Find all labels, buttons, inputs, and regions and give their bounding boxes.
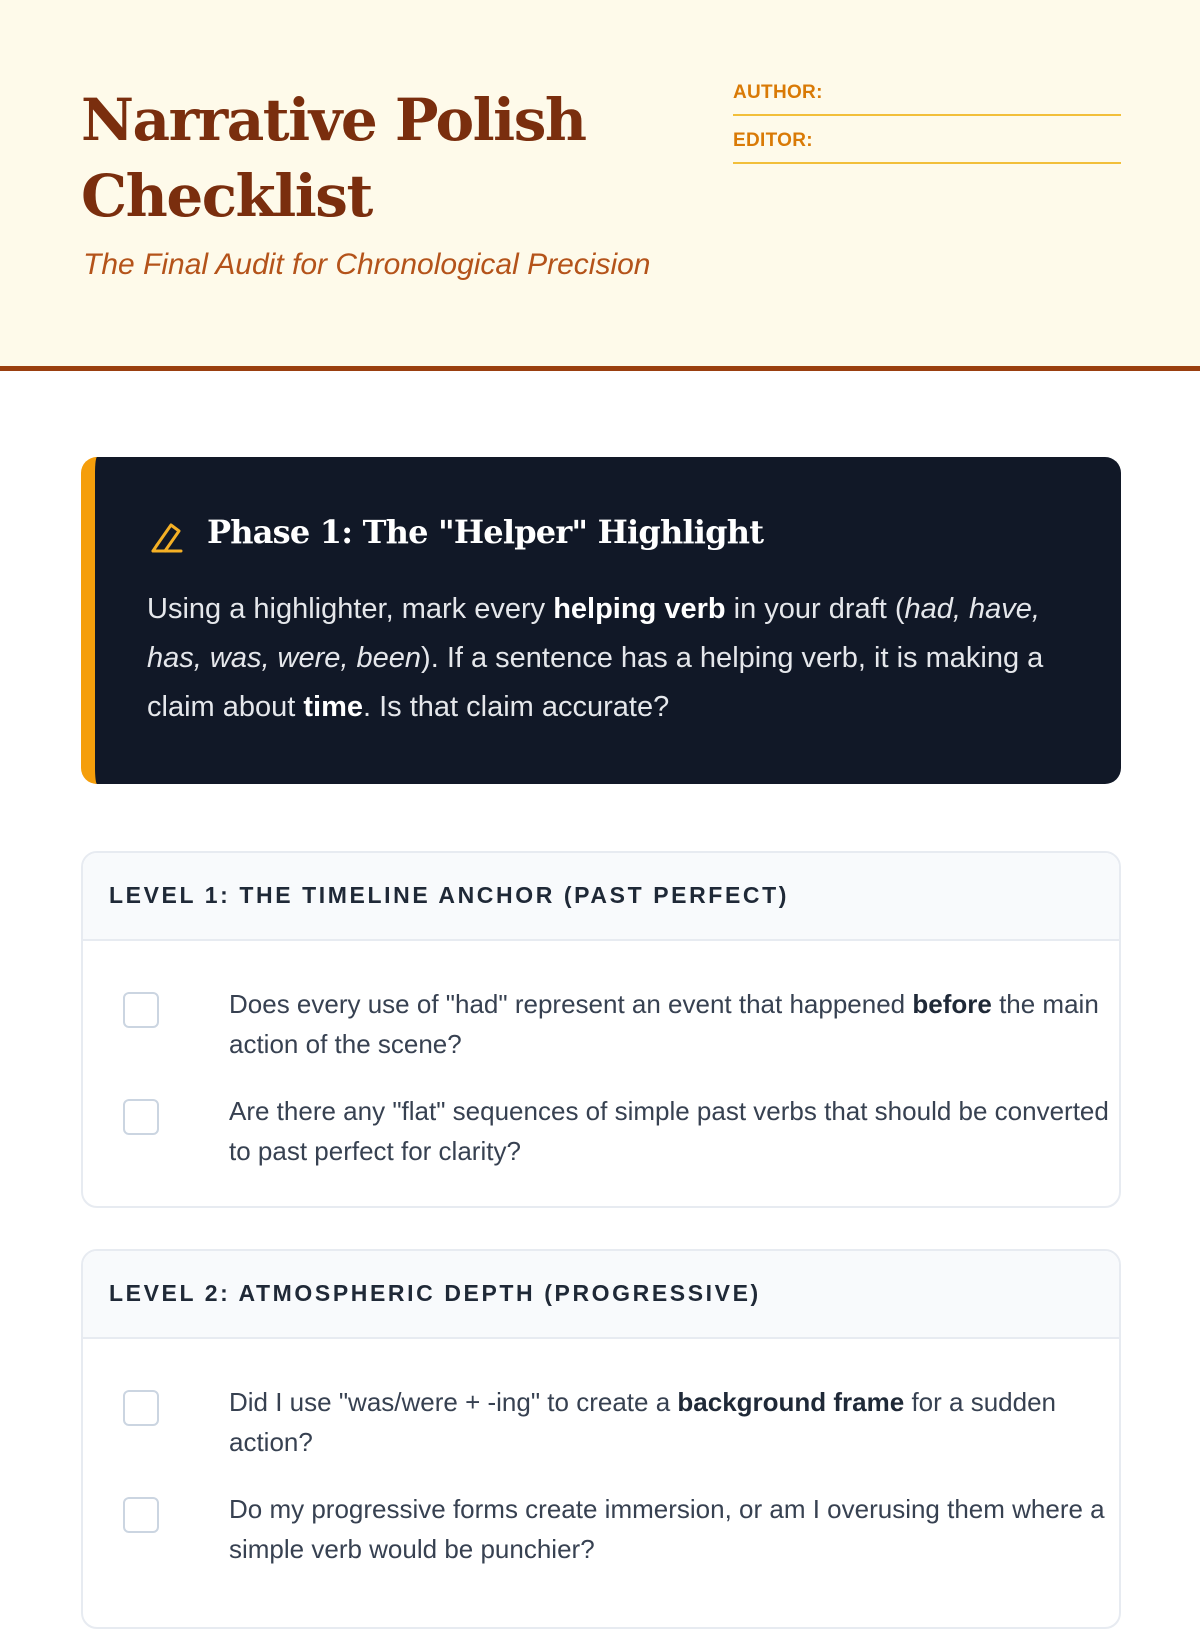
level-card [81,851,1121,1208]
editor-field[interactable] [733,116,1121,164]
highlighter-icon [147,517,187,557]
header [0,0,1200,371]
checkbox[interactable] [123,1099,159,1135]
level-title: LEVEL 1: THE TIMELINE ANCHOR (PAST PERFECT) [109,882,790,908]
page-subtitle: The Final Audit for Chronological Precision [83,248,651,281]
checkbox[interactable] [123,1390,159,1426]
level-title: LEVEL 2: ATMOSPHERIC DEPTH (PROGRESSIVE) [109,1280,761,1306]
checklist-item-text: Did I use "was/were + -ing" to create a background frame for a sudden action? [229,1387,1056,1457]
page-title: Narrative Polish Checklist [81,86,586,230]
checklist-item-text: Are there any "flat" sequences of simple past verbs that should be converted to past perfect for clarity? [229,1096,1109,1166]
phase-body: Using a highlighter, mark every helping verb in your draft (had, have, has, was, were, been). If a sentence has a helping verb, it is making a claim about time. Is that claim accurate? [147,593,1044,723]
editor-label: EDITOR: [733,130,813,151]
checkbox[interactable] [123,1497,159,1533]
author-label: AUTHOR: [733,82,823,103]
phase-callout [81,457,1121,784]
checklist-item-text: Does every use of "had" represent an event that happened before the main action of the scene? [229,989,1099,1059]
checklist-item-text: Do my progressive forms create immersion, or am I overusing them where a simple verb would be punchier? [229,1494,1105,1564]
checkbox[interactable] [123,992,159,1028]
level-header [83,853,1119,941]
phase-title: Phase 1: The "Helper" Highlight [207,513,764,551]
level-header [83,1251,1119,1339]
author-field[interactable] [733,68,1121,116]
level-card [81,1249,1121,1629]
